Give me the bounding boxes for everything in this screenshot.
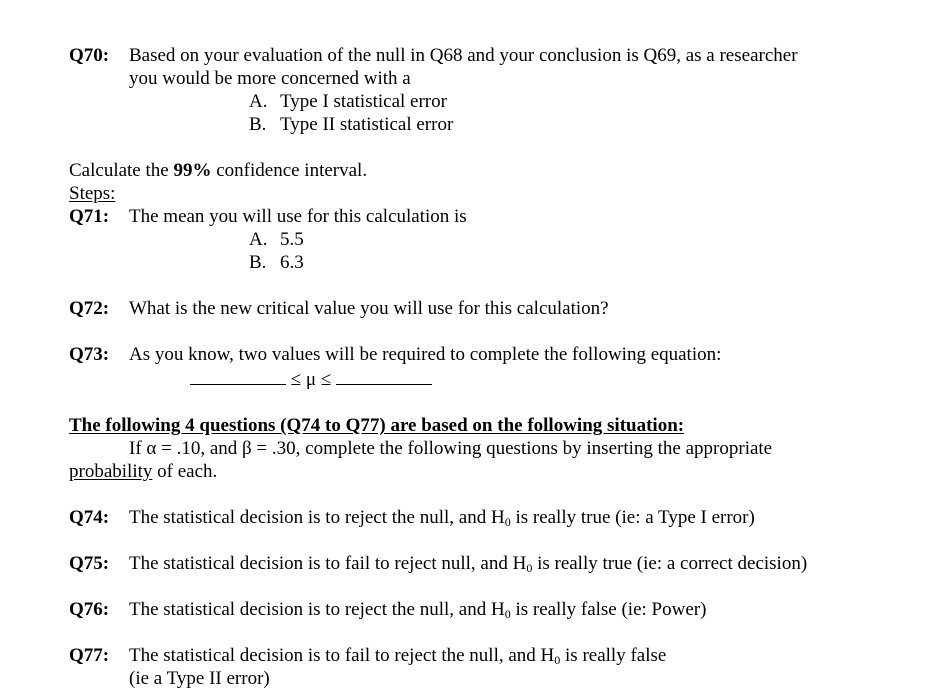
situation-line2 xyxy=(69,461,217,483)
q76-text-after: is really false (ie: Power) xyxy=(510,599,707,620)
q71-option-a xyxy=(249,229,304,251)
q73-number: Q73: xyxy=(69,344,110,365)
q75-text xyxy=(129,553,807,575)
equation-upper-blank[interactable] xyxy=(336,368,432,385)
q74-text-before: The statistical decision is to reject the null, and H xyxy=(129,507,505,528)
q70-option-b xyxy=(249,114,453,136)
q70-option-b-text: Type II statistical error xyxy=(280,114,454,135)
q74-text xyxy=(129,507,755,529)
q70-text-line2: you would be more concerned with a xyxy=(129,68,411,89)
q76-text xyxy=(129,599,706,621)
q71-option-b-text: 6.3 xyxy=(280,252,304,273)
q71-text: The mean you will use for this calculation is xyxy=(129,206,467,227)
q71-option-b xyxy=(249,252,304,274)
ci-instruction xyxy=(69,160,367,182)
q76-subscript: 0 xyxy=(504,607,511,621)
q71-number: Q71: xyxy=(69,206,110,227)
q77-text xyxy=(129,645,666,667)
q73-text: As you know, two values will be required to complete the following equation: xyxy=(129,344,722,365)
q70-text-line1: Based on your evaluation of the null in Q68 and your conclusion is Q69, as a researcher xyxy=(129,45,798,66)
q70-option-a-letter: A. xyxy=(249,91,268,112)
q71-option-b-letter: B. xyxy=(249,252,267,273)
q76-text-before: The statistical decision is to reject the null, and H xyxy=(129,599,505,620)
q70-option-a xyxy=(249,91,447,113)
q70-number: Q70: xyxy=(69,45,110,66)
q75-number: Q75: xyxy=(69,553,110,574)
q71-option-a-letter: A. xyxy=(249,229,268,250)
ci-suffix: confidence interval. xyxy=(211,160,368,181)
q77-number: Q77: xyxy=(69,645,110,666)
situation-line2-rest: of each. xyxy=(152,461,218,482)
q77-text-after: is really false xyxy=(560,645,667,666)
q75-subscript: 0 xyxy=(526,561,533,575)
q76-number: Q76: xyxy=(69,599,110,620)
q72-number: Q72: xyxy=(69,298,110,319)
situation-heading: The following 4 questions (Q74 to Q77) are based on the following situation: xyxy=(69,415,685,436)
q75-text-after: is really true (ie: a correct decision) xyxy=(532,553,808,574)
q70-option-a-text: Type I statistical error xyxy=(280,91,447,112)
q77-text-before: The statistical decision is to fail to reject the null, and H xyxy=(129,645,555,666)
q77-subscript: 0 xyxy=(554,653,561,667)
ci-emphasis: 99% xyxy=(173,160,212,181)
q74-subscript: 0 xyxy=(504,515,511,529)
q71-option-a-text: 5.5 xyxy=(280,229,304,250)
q72-text: What is the new critical value you will use for this calculation? xyxy=(129,298,609,319)
q74-text-after: is really true (ie: a Type I error) xyxy=(510,507,755,528)
situation-line1: If α = .10, and β = .30, complete the following questions by inserting the appropriate xyxy=(129,438,773,459)
q70-option-b-letter: B. xyxy=(249,114,267,135)
ci-prefix: Calculate the xyxy=(69,160,174,181)
steps-label: Steps: xyxy=(69,183,116,204)
q74-number: Q74: xyxy=(69,507,110,528)
q77-text-line2: (ie a Type II error) xyxy=(129,668,270,689)
equation-middle: ≤ μ ≤ xyxy=(290,369,332,390)
q73-equation xyxy=(190,368,432,391)
equation-lower-blank[interactable] xyxy=(190,368,286,385)
q75-text-before: The statistical decision is to fail to reject null, and H xyxy=(129,553,527,574)
probability-word: probability xyxy=(69,461,153,482)
